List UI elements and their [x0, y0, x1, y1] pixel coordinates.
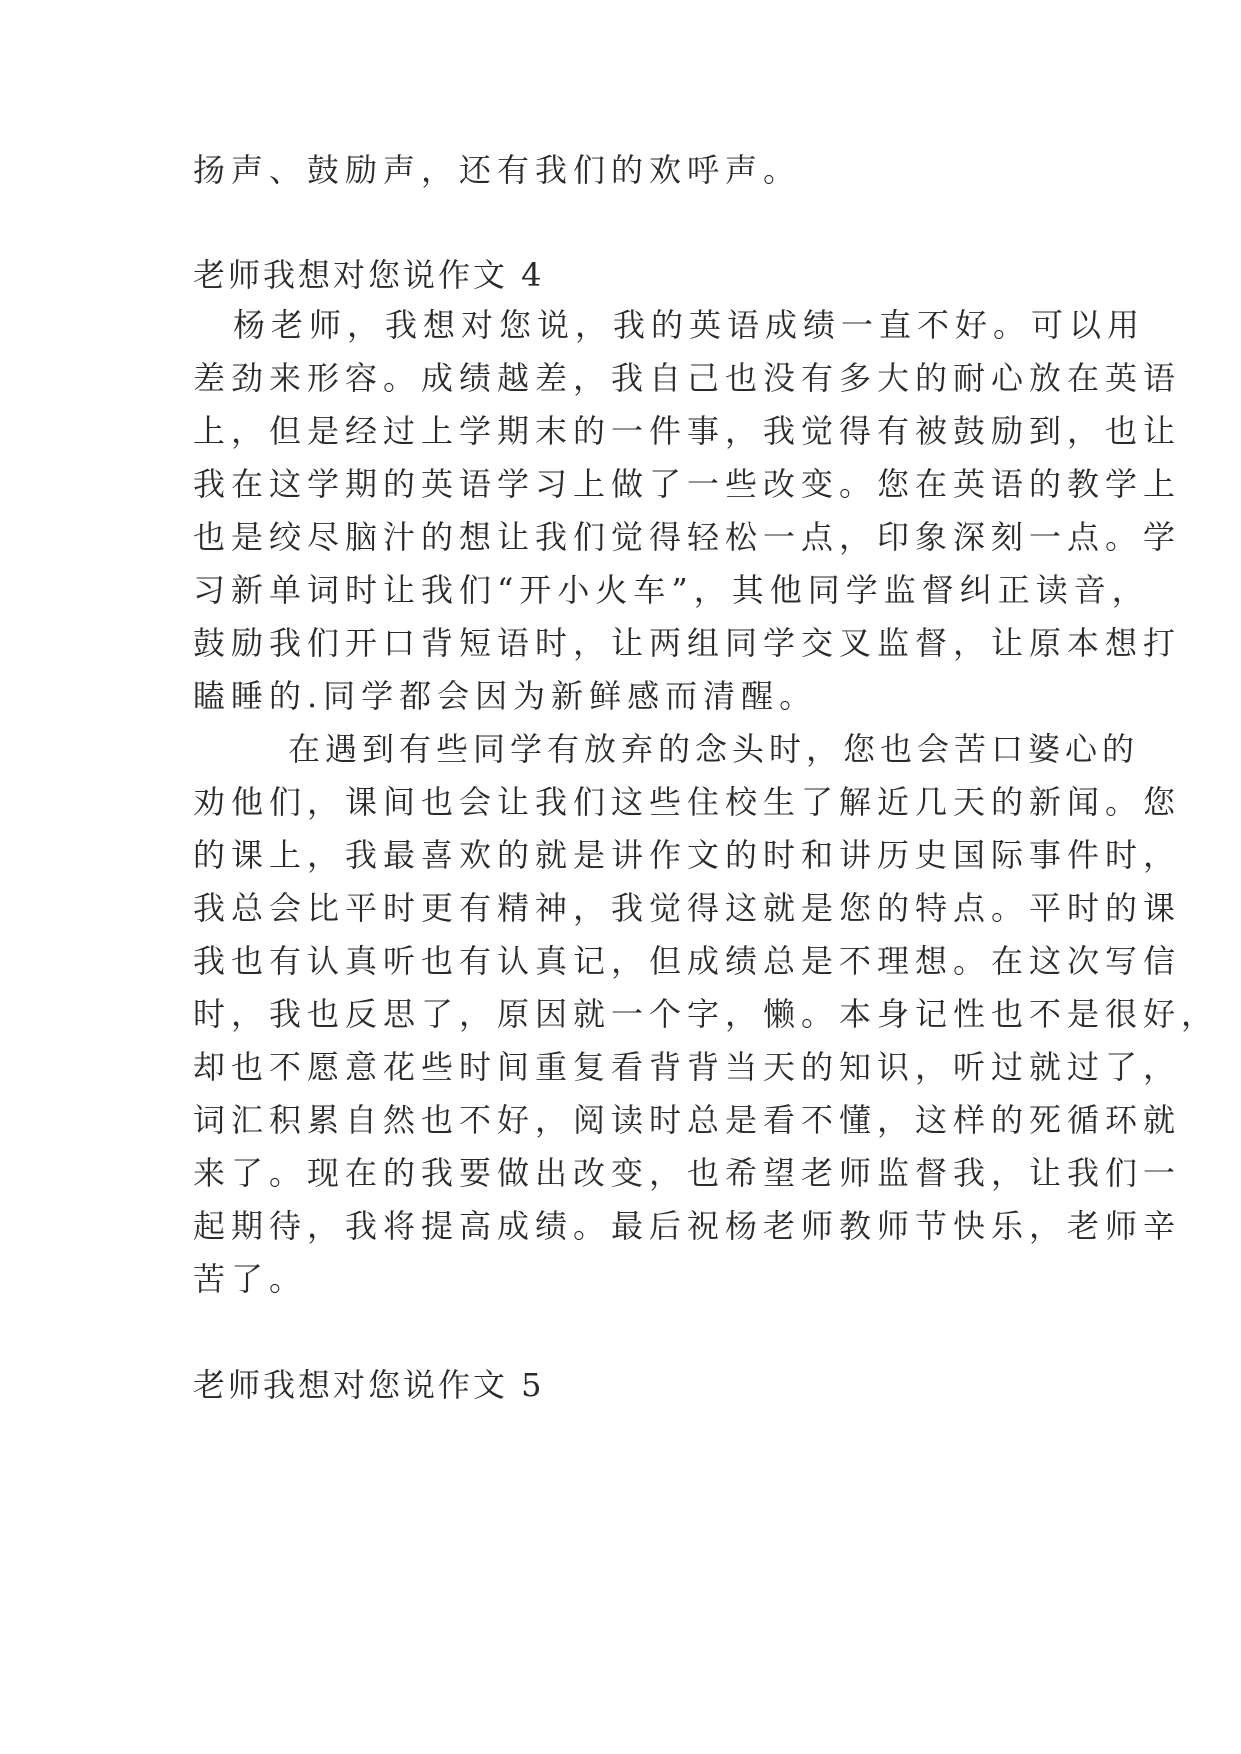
- paragraph-line: 我也有认真听也有认真记，但成绩总是不理想。在这次写信: [193, 942, 1182, 980]
- paragraph-line: 杨老师，我想对您说，我的英语成绩一直不好。可以用: [233, 306, 1146, 344]
- paragraph-line: 来了。现在的我要做出改变，也希望老师监督我，让我们一: [193, 1154, 1182, 1192]
- paragraph-line: 苦了。: [193, 1260, 308, 1298]
- paragraph-line: 也是绞尽脑汁的想让我们觉得轻松一点，印象深刻一点。学: [193, 518, 1182, 556]
- paragraph-line: 词汇积累自然也不好，阅读时总是看不懂，这样的死循环就: [193, 1101, 1182, 1139]
- paragraph-line: 我在这学期的英语学习上做了一些改变。您在英语的教学上: [193, 465, 1182, 503]
- paragraph-line: 扬声、鼓励声，还有我们的欢呼声。: [193, 151, 802, 189]
- paragraph-line: 鼓励我们开口背短语时，让两组同学交叉监督，让原本想打: [193, 624, 1182, 662]
- paragraph-line: 差劲来形容。成绩越差，我自己也没有多大的耐心放在英语: [193, 359, 1182, 397]
- paragraph-line: 劝他们，课间也会让我们这些住校生了解近几天的新闻。您: [193, 783, 1182, 821]
- paragraph-line: 时，我也反思了，原因就一个字，懒。本身记性也不是很好，: [193, 995, 1220, 1033]
- paragraph-line: 我总会比平时更有精神，我觉得这就是您的特点。平时的课: [193, 889, 1182, 927]
- paragraph-line: 上，但是经过上学期末的一件事，我觉得有被鼓励到，也让: [193, 412, 1182, 450]
- paragraph-line: 在遇到有些同学有放弃的念头时，您也会苦口婆心的: [288, 730, 1140, 768]
- section-title: 老师我想对您说作文 5: [193, 1366, 545, 1404]
- paragraph-line: 的课上，我最喜欢的就是讲作文的时和讲历史国际事件时，: [193, 836, 1182, 874]
- paragraph-line: 却也不愿意花些时间重复看背背当天的知识，听过就过了，: [193, 1048, 1182, 1086]
- paragraph-line: 起期待，我将提高成绩。最后祝杨老师教师节快乐，老师辛: [193, 1207, 1182, 1245]
- paragraph-line: 习新单词时让我们“开小火车”，其他同学监督纠正读音，: [193, 571, 1150, 609]
- section-title: 老师我想对您说作文 4: [193, 256, 545, 294]
- paragraph-line: 瞌睡的.同学都会因为新鲜感而清醒。: [193, 677, 818, 715]
